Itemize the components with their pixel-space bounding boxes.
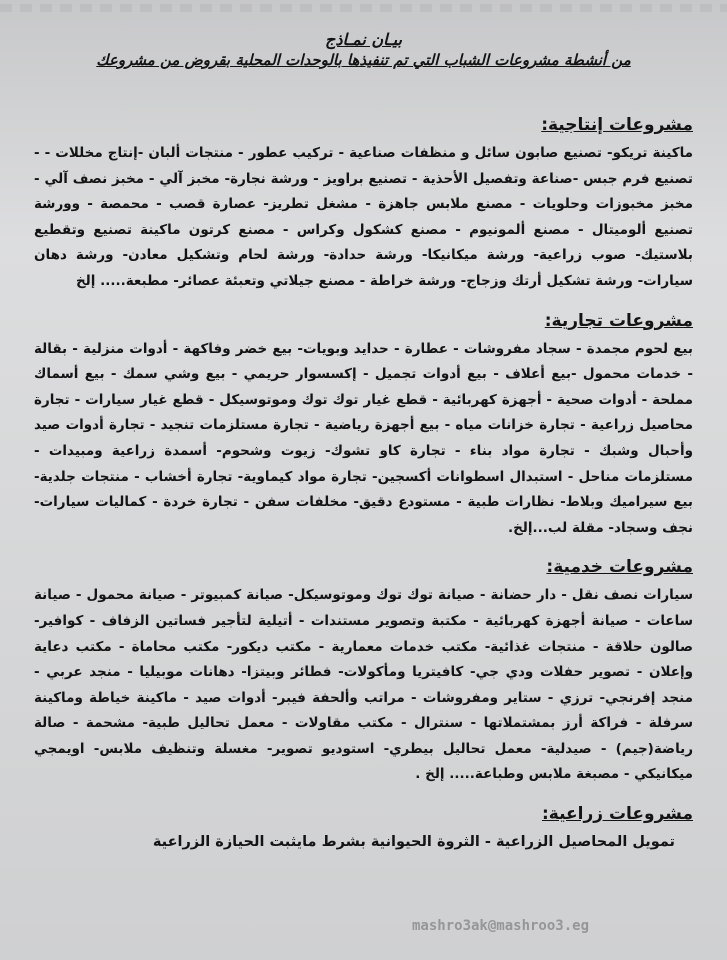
section-services: [34, 551, 693, 788]
section-body-services: سيارات نصف نقل - دار حضانة - صيانة توك توك وموتوسيكل- صيانة كمبيوتر - صيانة محمول - صيانة ساعات - صيانة أجهزة كهربائية - مكتبة وتصوير مستندات - أتيلية لتأجير فساتين الزفاف - كوافير- صالون حلاقة - منتجات غذائية- مكتب خدمات معمارية - مكتب ديكور- مكتب محاماة - مكتب دعاية وإعلان - تصوير حفلات ودي جي- كافيتريا ومأكولات- فطائر وبيتزا- دهانات موبيليا - منجد عربي - منجد إفرنجي- ترزي - ستاير ومفروشات - مراتب وألحفة فيبر- أدوات صيد - ماكينة خياطة وماكينة سرفلة - فراكة أرز بمشتملاتها - سنترال - مكتب مقاولات - معمل تحاليل طبية- مشحمة - صالة رياضة(جيم) - صيدلية- معمل تحاليل بيطري- استوديو تصوير- مغسلة وتنظيف ملابس- اويمجي ميكانيكي - مصبغة ملابس وطباعة..... إلخ .: [34, 587, 693, 783]
document-header: [34, 30, 693, 69]
section-heading-agricultural: مشروعات زراعية:: [541, 804, 693, 825]
section-body-agricultural: تمويل المحاصيل الزراعية - الثروة الحيوانية بشرط مايثبت الحيازة الزراعية: [152, 834, 675, 851]
section-body-commercial: بيع لحوم مجمدة - سجاد مفروشات - عطارة - حدايد وبويات- بيع خضر وفاكهة - أدوات منزلية - بقالة - خدمات محمول -بيع أعلاف - بيع أدوات تجميل - إكسسوار حريمي - بيع وشي سمك - بيع أسماك مملحة - أدوات صحية - أجهزة كهربائية - قطع غيار توك توك وموتوسيكل - قطع غيار سيارات - تجارة محاصيل زراعية - تجارة خزانات مياه - بيع أجهزة رياضية - تجارة مستلزمات تنجيد - تجارة أدوات صيد وأحبال وشبك - تجارة مواد بناء - تجارة كاو تشوك- زيوت وشحوم- أسمدة زراعية ومبيدات - مستلزمات مناحل - استبدال اسطوانات أكسجين- تجارة مواد كيماوية- تجارة أخشاب - منتجات جلدية- بيع سيراميك وبلاط- نظارات طبية - مستودع دقيق- مخلفات سفن - تجارة خردة - كماليات سيارات- نجف وسجاد- مقلة لب...إلخ.: [34, 340, 693, 536]
section-production: [34, 109, 693, 295]
section-body-production: ماكينة تريكو- تصنيع صابون سائل و منظفات صناعية - تركيب عطور - منتجات ألبان -إنتاج مخللات - - تصنيع فرم جبس -صناعة وتفصيل الأحذية - تصنيع براويز - ورشة نجارة- مخبز آلي - مخبز نصف آلي - مخبز مخبوزات وحلويات - مصنع ملابس جاهزة - مشغل تطريز- عصارة قصب - محمصة - وورشة تصنيع ألوميتال - مصنع ألمونيوم - مصنع كشكول وكراس - مصنع كرتون ماكينة تصنيع وتقطيع بلاستيك- صوب زراعية- ورشة ميكانيكا- ورشة حدادة- ورشة لحام وتشكيل معادن- ورشة دهان سيارات- ورشة تشكيل أرتك وزجاج- ورشة خراطة - مصنع جيلاتي وتعبئة عصائر- مطبعة..... إلخ: [34, 145, 693, 289]
section-agricultural: [34, 798, 693, 856]
section-heading-production: مشروعات إنتاجية:: [541, 115, 693, 135]
section-commercial: [34, 305, 693, 542]
document-title: بيـان نمـاذج: [325, 30, 402, 49]
bleed-through-top: [0, 4, 727, 12]
section-heading-services: مشروعات خدمية:: [546, 557, 693, 578]
section-heading-commercial: مشروعات تجارية:: [544, 310, 693, 331]
footer-email-watermark: mashro3ak@mashroo3.eg: [412, 918, 590, 934]
document-subtitle: من أنشطة مشروعات الشباب التي تم تنفيذها بالوحدات المحلية بقروض من مشروعك: [96, 51, 631, 69]
